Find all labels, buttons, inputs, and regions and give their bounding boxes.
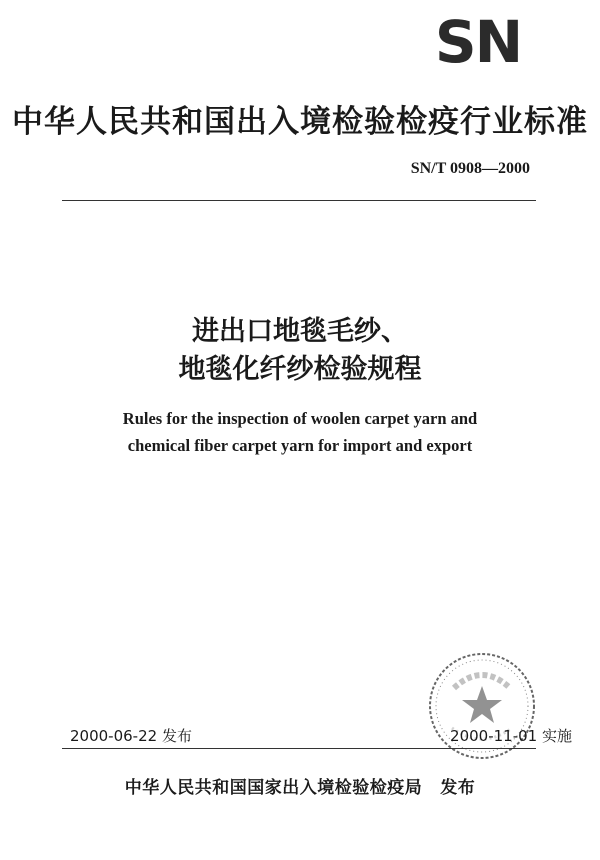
top-divider [62,200,536,201]
publisher-name: 中华人民共和国国家出入境检验检疫局 [124,778,423,798]
official-seal-icon [424,648,540,764]
title-english-line-2: chemical fiber carpet yarn for import and export [127,436,473,455]
implementation-date: 2000-11-01 实施 [450,727,572,745]
title-chinese [0,313,600,389]
sn-logo [424,16,532,68]
publish-word: 发布 [440,778,476,798]
sn-logo-mark [424,16,532,68]
publisher-line [0,773,600,798]
sn-logo-text: SN [434,16,522,68]
bottom-divider [62,748,536,749]
standard-number: SN/T 0908—2000 [410,160,530,177]
title-chinese-line-2: 地毯化纤纱检验规程 [178,354,422,385]
title-chinese-line-1: 进出口地毯毛纱、 [192,316,408,347]
title-english [0,405,600,459]
title-english-line-1: Rules for the inspection of woolen carpet yarn and [122,409,478,428]
issue-date: 2000-06-22 发布 [70,727,192,745]
org-title: 中华人民共和国出入境检验检疫行业标准 [12,104,588,140]
